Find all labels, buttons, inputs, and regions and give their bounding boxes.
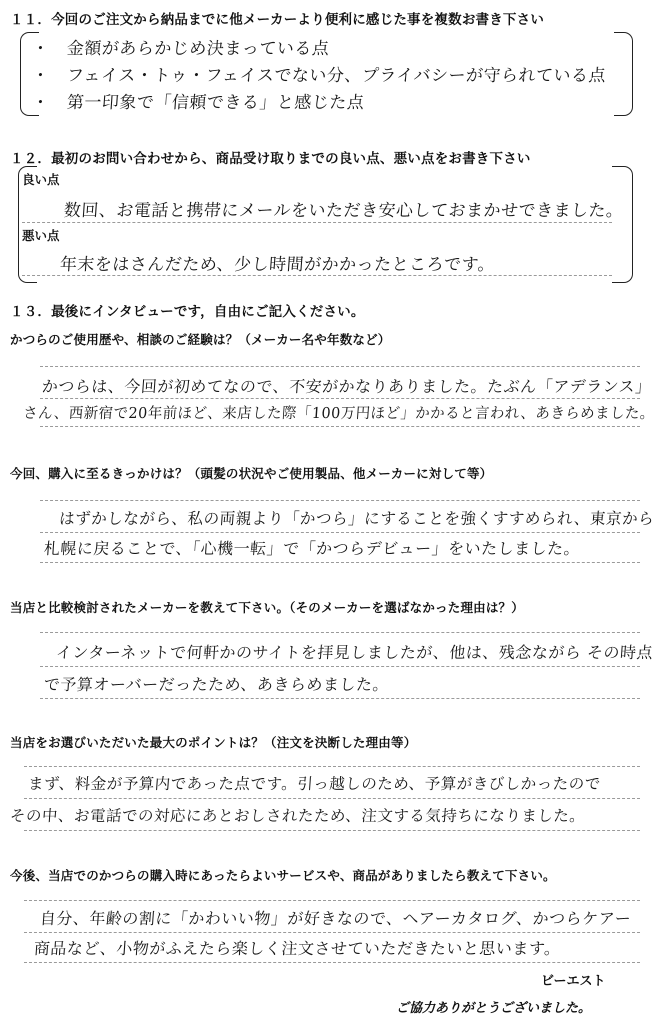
answer-5-rule-bottom <box>24 962 640 963</box>
answer-4-line-2: その中、お電話での対応にあとおしされたため、注文する気持ちになりました。 <box>9 807 586 825</box>
answer-2-line-1: はずかしながら、私の両親より「かつら」にすることを強くすすめられ、東京から <box>58 509 655 528</box>
q13-question-1: かつらのご使用歴や、相談のご経験は？（メーカー名や年数など） <box>10 332 391 347</box>
answer-1-line-2: さん、西新宿で20年前ほど、来店した際「100万円ほど」かかると言われ、あきらめました。 <box>22 404 656 422</box>
thanks-message: ご協力ありがとうございました。 <box>396 1001 592 1016</box>
answer-1-line-1: かつらは、今回が初めてなので、不安がかなりありました。たぶん「アデランス」 <box>41 377 653 396</box>
q13-question-3: 当店と比較検討されたメーカーを教えて下さい。（そのメーカーを選ばなかった理由は？） <box>10 600 524 615</box>
answer-4-rule-top <box>24 766 640 767</box>
answer-5-rule-mid <box>24 932 640 933</box>
answer-4-line-1: まず、料金が予算内であった点です。引っ越しのため、予算がきびしかったので <box>27 775 602 793</box>
q13-question-4: 当店をお選びいただいた最大のポイントは？（注文を決断した理由等） <box>10 735 417 750</box>
bad-point-label: 悪い点 <box>22 228 60 243</box>
q11-bracket-right <box>614 32 633 116</box>
answer-3-line-1: インターネットで何軒かのサイトを拝見しましたが、他は、残念ながら その時点 <box>55 643 654 662</box>
answer-4-rule-bottom <box>24 830 640 831</box>
company-name: ビーエスト <box>541 974 606 989</box>
answer-5-rule-top <box>24 900 640 901</box>
q11-title: １１．今回のご注文から納品までに他メーカーより便利に感じた事を複数お書き下さい <box>10 12 545 28</box>
answer-2-rule-mid <box>40 532 640 533</box>
answer-1-rule-bottom <box>40 426 640 427</box>
q13-question-2: 今回、購入に至るきっかけは？（頭髪の状況やご使用製品、他メーカーに対して等） <box>10 466 493 481</box>
answer-4-rule-mid <box>24 798 640 799</box>
good-point-label: 良い点 <box>22 172 60 187</box>
answer-5-line-1: 自分、年齢の割に「かわいい物」が好きなので、ヘアーカタログ、かつらケアー <box>39 909 632 928</box>
q11-item-1: ・ 金額があらかじめ決まっている点 <box>31 39 331 59</box>
q11-item-3: ・ 第一印象で「信頼できる」と感じた点 <box>31 93 366 113</box>
q11-item-2: ・ フェイス・トゥ・フェイスでない分、プライバシーが守られている点 <box>31 66 607 86</box>
q12-bracket-right <box>612 166 633 283</box>
answer-3-line-2: で予算オーバーだったため、あきらめました。 <box>43 675 390 694</box>
answer-2-line-2: 札幌に戻ることで、「心機一転」で「かつらデビュー」をいたしました。 <box>43 539 581 558</box>
answer-3-rule-mid <box>40 666 640 667</box>
answer-2-rule-bottom <box>40 562 640 563</box>
bad-point-rule <box>22 275 612 276</box>
q12-title: １２．最初のお問い合わせから、商品受け取りまでの良い点、悪い点をお書き下さい <box>10 151 531 167</box>
good-point-rule <box>22 222 612 223</box>
answer-5-line-2: 商品など、小物がふえたら楽しく注文させていただきたいと思います。 <box>33 939 562 958</box>
answer-1-rule-mid <box>40 398 640 399</box>
bad-point-answer: 年末をはさんだため、少し時間がかかったところです。 <box>59 255 496 275</box>
q13-question-5: 今後、当店でのかつらの購入時にあったらよいサービスや、商品がありましたら教えて下さい。 <box>10 868 556 883</box>
answer-3-rule-bottom <box>40 698 640 699</box>
q13-title: １３．最後にインタビューです，自由にご記入ください。 <box>10 304 365 320</box>
answer-2-rule-top <box>40 500 640 501</box>
good-point-answer: 数回、お電話と携帯にメールをいただき安心しておまかせできました。 <box>63 201 625 221</box>
answer-3-rule-top <box>40 632 640 633</box>
answer-1-rule-top <box>40 366 640 367</box>
